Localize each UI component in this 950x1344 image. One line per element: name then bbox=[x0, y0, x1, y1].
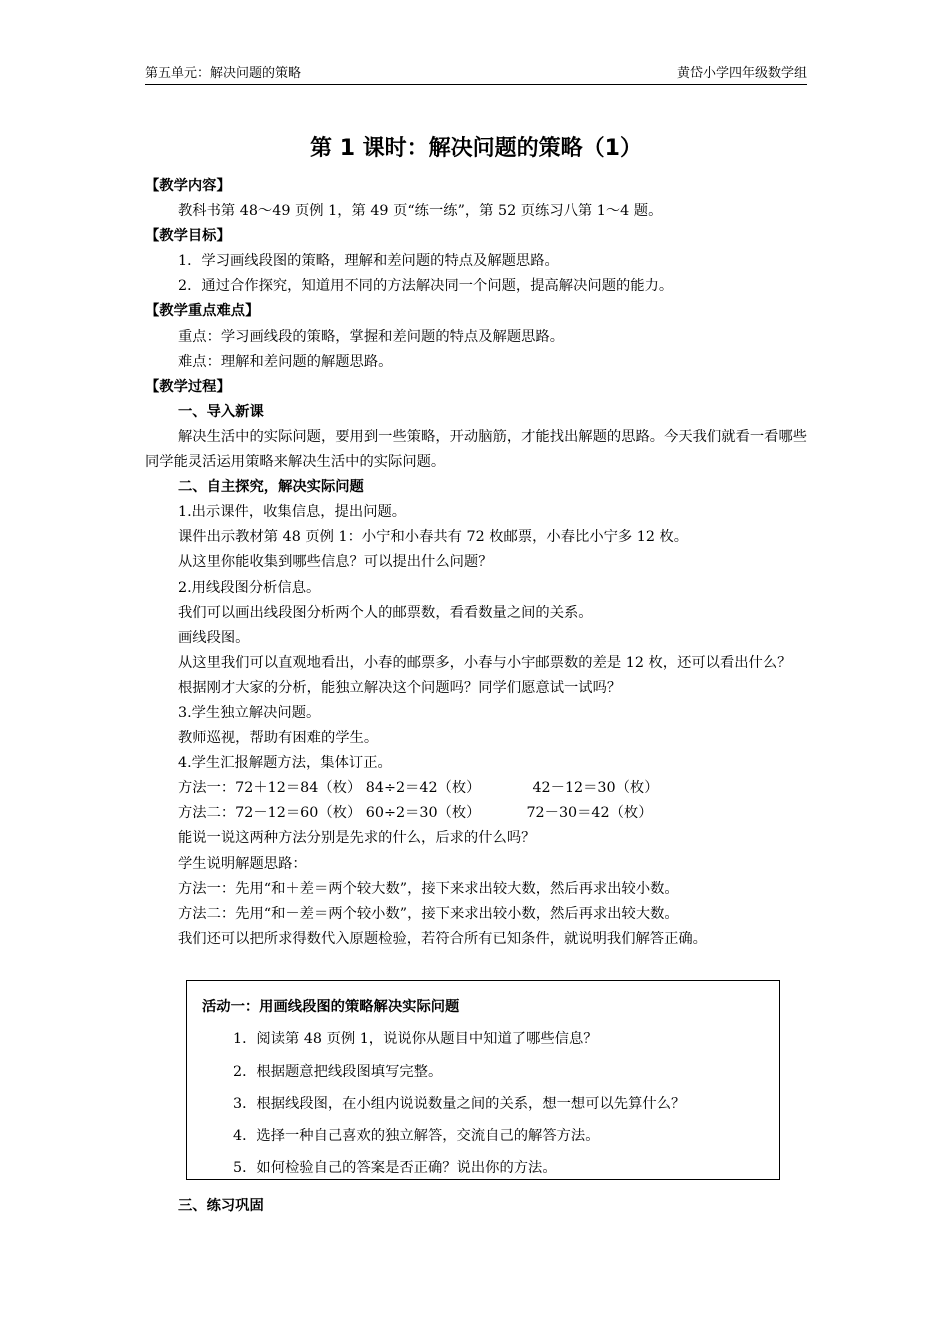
step-line: 教师巡视，帮助有困难的学生。 bbox=[178, 730, 379, 747]
step-line: 方法二：先用“和－差＝两个较小数”，接下来求出较小数，然后再求出较大数。 bbox=[178, 905, 679, 922]
method-1-result: 42－12＝30（枚） bbox=[532, 780, 659, 797]
teaching-content-text: 教科书第 48～49 页例 1，第 49 页“练一练”，第 52 页练习八第 1～4 题。 bbox=[178, 203, 663, 220]
part1-text: 解决生活中的实际问题，要用到一些策略，开动脑筋，才能找出解题的思路。今天我们就看一看哪些同学能灵活运用策略来解决生活中的实际问题。 bbox=[145, 428, 808, 471]
step-line: 4.学生汇报解题方法，集体订正。 bbox=[178, 755, 392, 772]
header-divider bbox=[145, 84, 807, 85]
part3-heading: 三、练习巩固 bbox=[178, 1198, 264, 1214]
activity-item: 3．根据线段图，在小组内说说数量之间的关系，想一想可以先算什么？ bbox=[233, 1096, 686, 1112]
method-2-line bbox=[145, 801, 810, 826]
heading-teaching-goals: 【教学目标】 bbox=[145, 228, 231, 245]
heading-teaching-content: 【教学内容】 bbox=[145, 178, 231, 194]
step-paragraph: 从这里我们可以直观地看出，小春的邮票多，小春与小宇邮票数的差是 12 枚，还可以看出什么？ bbox=[178, 654, 792, 671]
step-line: 从这里你能收集到哪些信息？可以提出什么问题？ bbox=[178, 554, 493, 571]
activity-item: 2．根据题意把线段图填写完整。 bbox=[233, 1064, 443, 1080]
difficult-point-text: 难点：理解和差问题的解题思路。 bbox=[178, 353, 393, 370]
step-line: 课件出示教材第 48 页例 1：小宁和小春共有 72 枚邮票，小春比小宁多 12 枚。 bbox=[178, 529, 689, 546]
method-1-steps: 方法一：72＋12＝84（枚） 84÷2＝42（枚） bbox=[178, 780, 481, 797]
step-line: 根据刚才大家的分析，能独立解决这个问题吗？同学们愿意试一试吗？ bbox=[178, 679, 622, 696]
goal-item-1: 1．学习画线段图的策略，理解和差问题的特点及解题思路。 bbox=[178, 253, 559, 270]
activity-item: 1．阅读第 48 页例 1，说说你从题目中知道了哪些信息？ bbox=[233, 1031, 598, 1047]
header-unit-title: 第五单元：解决问题的策略 bbox=[145, 66, 302, 81]
heading-key-points: 【教学重点难点】 bbox=[145, 303, 260, 320]
activity-box bbox=[186, 980, 780, 1180]
part1-heading: 一、导入新课 bbox=[178, 403, 264, 420]
activity-item: 4．选择一种自己喜欢的独立解答，交流自己的解答方法。 bbox=[233, 1128, 600, 1144]
step-line: 2.用线段图分析信息。 bbox=[178, 579, 321, 596]
step-line: 画线段图。 bbox=[178, 629, 250, 646]
step-line: 3.学生独立解决问题。 bbox=[178, 704, 321, 721]
part2-heading: 二、自主探究，解决实际问题 bbox=[178, 479, 364, 496]
step-line: 我们还可以把所求得数代入原题检验，若符合所有已知条件，就说明我们解答正确。 bbox=[178, 930, 707, 947]
lesson-body bbox=[145, 174, 810, 952]
heading-teaching-process: 【教学过程】 bbox=[145, 378, 231, 395]
activity-title: 活动一：用画线段图的策略解决实际问题 bbox=[202, 999, 460, 1015]
method-1-line bbox=[145, 776, 810, 801]
header-school-group: 黄岱小学四年级数学组 bbox=[676, 66, 807, 81]
step-line: 我们可以画出线段图分析两个人的邮票数，看看数量之间的关系。 bbox=[178, 604, 593, 621]
lesson-title: 第 1 课时：解决问题的策略（1） bbox=[310, 136, 642, 161]
page-header bbox=[145, 64, 807, 84]
step-line: 1.出示课件，收集信息，提出问题。 bbox=[178, 504, 407, 521]
step-line: 方法一：先用“和＋差＝两个较大数”，接下来求出较大数，然后再求出较小数。 bbox=[178, 880, 679, 897]
key-point-text: 重点：学习画线段的策略，掌握和差问题的特点及解题思路。 bbox=[178, 328, 565, 345]
method-2-steps: 方法二：72－12＝60（枚） 60÷2＝30（枚） bbox=[178, 805, 481, 822]
step-line: 能说一说这两种方法分别是先求的什么，后求的什么吗？ bbox=[178, 830, 536, 847]
method-2-result: 72－30＝42（枚） bbox=[526, 805, 653, 822]
activity-item: 5．如何检验自己的答案是否正确？说出你的方法。 bbox=[233, 1160, 557, 1176]
goal-item-2: 2．通过合作探究，知道用不同的方法解决同一个问题，提高解决问题的能力。 bbox=[178, 278, 674, 295]
step-line: 学生说明解题思路： bbox=[178, 855, 307, 872]
